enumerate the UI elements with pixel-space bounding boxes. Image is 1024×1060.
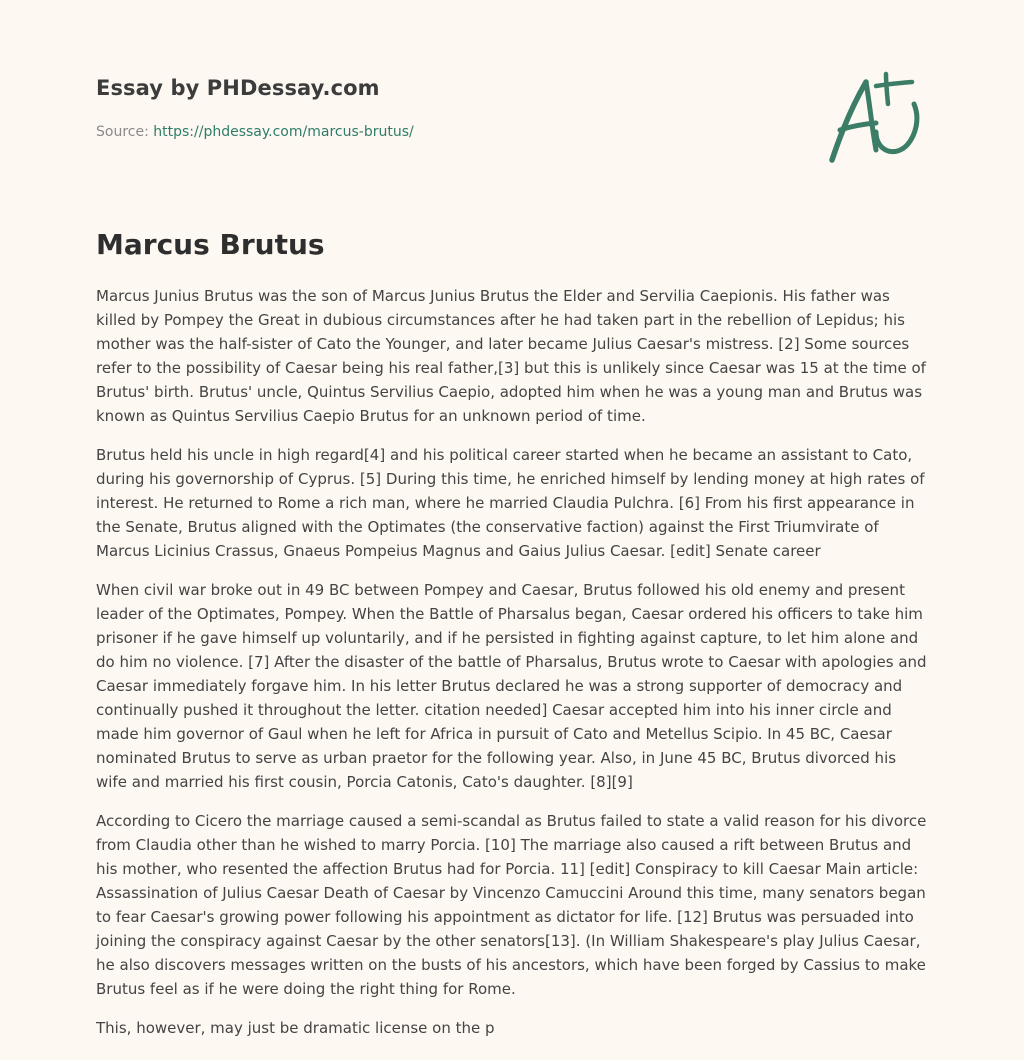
page-header <box>96 0 928 210</box>
essay-paragraph: Marcus Junius Brutus was the son of Marcus Junius Brutus the Elder and Servilia Caepionis. His father was killed by Pompey the Great in dubious circumstances after he had taken part in the rebellion of Lepidus; his mother was the half-sister of Cato the Younger, and later became Julius Caesar's mistress. [2] Some sources refer to the possibility of Caesar being his real father,[3] but this is unlikely since Caesar was 15 at the time of Brutus' birth. Brutus' uncle, Quintus Servilius Caepio, adopted him when he was a young man and Brutus was known as Quintus Servilius Caepio Brutus for an unknown period of time. <box>96 286 926 425</box>
essay-paragraph: Brutus held his uncle in high regard[4] and his political career started when he became an assistant to Cato, during his governorship of Cyprus. [5] During this time, he enriched himself by lending money at high rates of interest. He returned to Rome a rich man, where he married Claudia Pulchra. [6] From his first appearance in the Senate, Brutus aligned with the Optimates (the conservative faction) against the First Triumvirate of Marcus Licinius Crassus, Gnaeus Pompeius Magnus and Gaius Julius Caesar. [edit] Senate career <box>96 445 925 560</box>
a-plus-logo-icon <box>826 66 930 166</box>
essay-paragraph: This, however, may just be dramatic license on the p <box>96 1018 495 1037</box>
source-line <box>96 124 414 140</box>
essay-title: Marcus Brutus <box>96 228 325 261</box>
essay-paragraph: According to Cicero the marriage caused a semi-scandal as Brutus failed to state a valid reason for his divorce from Claudia other than he wished to marry Porcia. [10] The marriage also caused a rift between Brutus and his mother, who resented the affection Brutus had for Porcia. 11] [edit] Conspiracy to kill Caesar Main article: Assassination of Julius Caesar Death of Caesar by Vincenzo Camuccini Around this time, many senators began to fear Caesar's growing power following his appointment as dictator for life. [12] Brutus was persuaded into joining the conspiracy against Caesar by the other senators[13]. (In William Shakespeare's play Julius Caesar, he also discovers messages written on the busts of his ancestors, which have been forged by Cassius to make Brutus feel as if he were doing the right thing for Rome. <box>96 811 927 998</box>
source-label: Source: <box>96 124 154 140</box>
essay-paragraph: When civil war broke out in 49 BC between Pompey and Caesar, Brutus followed his old enemy and present leader of the Optimates, Pompey. When the Battle of Pharsalus began, Caesar ordered his officers to take him prisoner if he gave himself up voluntarily, and if he persisted in fighting against capture, to let him alone and do him no violence. [7] After the disaster of the battle of Pharsalus, Brutus wrote to Caesar with apologies and Caesar immediately forgave him. In his letter Brutus declared he was a strong supporter of democracy and continually pushed it throughout the letter. citation needed] Caesar accepted him into his inner circle and made him governor of Gaul when he left for Africa in pursuit of Cato and Metellus Scipio. In 45 BC, Caesar nominated Brutus to serve as urban praetor for the following year. Also, in June 45 BC, Brutus divorced his wife and married his first cousin, Porcia Catonis, Cato's daughter. [8][9] <box>96 580 927 791</box>
source-link[interactable]: https://phdessay.com/marcus-brutus/ <box>153 124 414 140</box>
essay-body <box>96 284 928 1040</box>
brand-title: Essay by PHDessay.com <box>96 76 380 100</box>
